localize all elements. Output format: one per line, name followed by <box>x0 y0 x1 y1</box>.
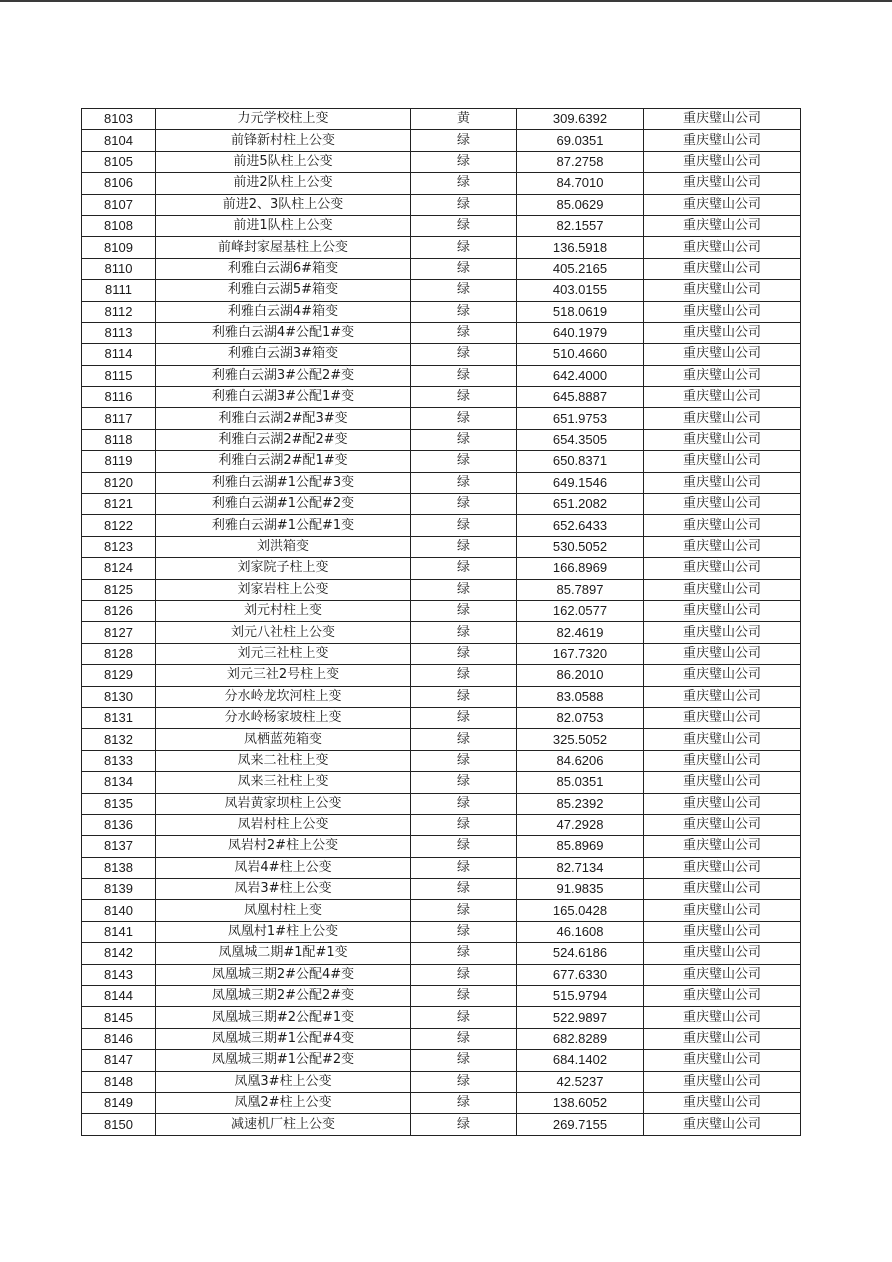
table-row <box>82 879 801 900</box>
cell-id: 8118 <box>82 429 156 450</box>
cell-name: 刘洪箱变 <box>156 536 411 557</box>
cell-value: 42.5237 <box>517 1071 644 1092</box>
cell-company: 重庆璧山公司 <box>644 173 801 194</box>
cell-value: 654.3505 <box>517 429 644 450</box>
cell-id: 8135 <box>82 793 156 814</box>
cell-status: 绿 <box>411 558 517 579</box>
cell-company: 重庆璧山公司 <box>644 237 801 258</box>
cell-status: 绿 <box>411 814 517 835</box>
cell-value: 651.9753 <box>517 408 644 429</box>
cell-status: 绿 <box>411 237 517 258</box>
cell-value: 652.6433 <box>517 515 644 536</box>
table-row <box>82 408 801 429</box>
cell-id: 8110 <box>82 258 156 279</box>
cell-id: 8148 <box>82 1071 156 1092</box>
cell-value: 85.7897 <box>517 579 644 600</box>
cell-id: 8132 <box>82 729 156 750</box>
table-row <box>82 1007 801 1028</box>
table-row <box>82 1050 801 1071</box>
cell-status: 绿 <box>411 964 517 985</box>
cell-company: 重庆璧山公司 <box>644 622 801 643</box>
cell-value: 91.9835 <box>517 879 644 900</box>
cell-value: 162.0577 <box>517 600 644 621</box>
cell-company: 重庆璧山公司 <box>644 943 801 964</box>
cell-company: 重庆璧山公司 <box>644 793 801 814</box>
cell-name: 利雅白云湖#1公配#3变 <box>156 472 411 493</box>
cell-company: 重庆璧山公司 <box>644 472 801 493</box>
cell-name: 利雅白云湖3#公配2#变 <box>156 365 411 386</box>
cell-company: 重庆璧山公司 <box>644 301 801 322</box>
cell-id: 8128 <box>82 643 156 664</box>
cell-company: 重庆璧山公司 <box>644 814 801 835</box>
table-row <box>82 622 801 643</box>
cell-company: 重庆璧山公司 <box>644 836 801 857</box>
cell-status: 绿 <box>411 643 517 664</box>
cell-id: 8138 <box>82 857 156 878</box>
cell-company: 重庆璧山公司 <box>644 686 801 707</box>
cell-name: 凤凰2#柱上公变 <box>156 1092 411 1113</box>
cell-id: 8104 <box>82 130 156 151</box>
cell-status: 绿 <box>411 665 517 686</box>
cell-value: 518.0619 <box>517 301 644 322</box>
table-row <box>82 921 801 942</box>
table-row <box>82 643 801 664</box>
table-row <box>82 600 801 621</box>
cell-company: 重庆璧山公司 <box>644 579 801 600</box>
cell-name: 刘家院子柱上变 <box>156 558 411 579</box>
cell-company: 重庆璧山公司 <box>644 322 801 343</box>
table-row <box>82 130 801 151</box>
cell-company: 重庆璧山公司 <box>644 280 801 301</box>
cell-value: 524.6186 <box>517 943 644 964</box>
table-row <box>82 280 801 301</box>
cell-name: 刘元三社柱上变 <box>156 643 411 664</box>
table-row <box>82 1092 801 1113</box>
cell-status: 绿 <box>411 258 517 279</box>
table-row <box>82 365 801 386</box>
cell-status: 绿 <box>411 1028 517 1049</box>
table-row <box>82 1114 801 1135</box>
cell-value: 405.2165 <box>517 258 644 279</box>
cell-name: 前进1队柱上公变 <box>156 215 411 236</box>
table-row <box>82 344 801 365</box>
cell-id: 8147 <box>82 1050 156 1071</box>
cell-id: 8105 <box>82 151 156 172</box>
cell-company: 重庆璧山公司 <box>644 665 801 686</box>
cell-name: 凤凰城三期2#公配2#变 <box>156 986 411 1007</box>
cell-company: 重庆璧山公司 <box>644 194 801 215</box>
cell-name: 凤凰3#柱上公变 <box>156 1071 411 1092</box>
cell-name: 凤凰城三期#2公配#1变 <box>156 1007 411 1028</box>
cell-company: 重庆璧山公司 <box>644 130 801 151</box>
cell-status: 绿 <box>411 921 517 942</box>
cell-value: 136.5918 <box>517 237 644 258</box>
cell-name: 刘元八社柱上公变 <box>156 622 411 643</box>
cell-status: 绿 <box>411 173 517 194</box>
cell-value: 82.4619 <box>517 622 644 643</box>
cell-company: 重庆璧山公司 <box>644 1071 801 1092</box>
cell-id: 8120 <box>82 472 156 493</box>
cell-status: 绿 <box>411 622 517 643</box>
cell-id: 8130 <box>82 686 156 707</box>
cell-name: 凤凰村柱上变 <box>156 900 411 921</box>
cell-value: 403.0155 <box>517 280 644 301</box>
cell-name: 凤来三社柱上变 <box>156 772 411 793</box>
cell-id: 8142 <box>82 943 156 964</box>
cell-value: 85.0629 <box>517 194 644 215</box>
table-row <box>82 707 801 728</box>
cell-name: 前进2、3队柱上公变 <box>156 194 411 215</box>
cell-name: 前峰封家屋基柱上公变 <box>156 237 411 258</box>
cell-name: 刘家岩柱上公变 <box>156 579 411 600</box>
cell-id: 8121 <box>82 494 156 515</box>
cell-name: 凤岩村柱上公变 <box>156 814 411 835</box>
cell-company: 重庆璧山公司 <box>644 365 801 386</box>
cell-value: 651.2082 <box>517 494 644 515</box>
cell-company: 重庆璧山公司 <box>644 1050 801 1071</box>
cell-status: 绿 <box>411 600 517 621</box>
cell-value: 684.1402 <box>517 1050 644 1071</box>
cell-status: 绿 <box>411 857 517 878</box>
cell-status: 绿 <box>411 408 517 429</box>
cell-id: 8143 <box>82 964 156 985</box>
cell-name: 凤栖蓝苑箱变 <box>156 729 411 750</box>
cell-company: 重庆璧山公司 <box>644 900 801 921</box>
table-row <box>82 793 801 814</box>
cell-company: 重庆璧山公司 <box>644 429 801 450</box>
cell-value: 84.6206 <box>517 750 644 771</box>
cell-id: 8146 <box>82 1028 156 1049</box>
cell-company: 重庆璧山公司 <box>644 772 801 793</box>
cell-name: 凤岩村2#柱上公变 <box>156 836 411 857</box>
cell-status: 绿 <box>411 280 517 301</box>
table-row <box>82 986 801 1007</box>
cell-value: 515.9794 <box>517 986 644 1007</box>
table-row <box>82 237 801 258</box>
cell-value: 82.1557 <box>517 215 644 236</box>
cell-name: 凤凰村1#柱上公变 <box>156 921 411 942</box>
cell-id: 8117 <box>82 408 156 429</box>
table-row <box>82 857 801 878</box>
cell-id: 8144 <box>82 986 156 1007</box>
cell-status: 绿 <box>411 344 517 365</box>
cell-status: 绿 <box>411 301 517 322</box>
cell-name: 凤岩4#柱上公变 <box>156 857 411 878</box>
cell-name: 凤凰城三期#1公配#4变 <box>156 1028 411 1049</box>
cell-name: 凤岩黄家坝柱上公变 <box>156 793 411 814</box>
cell-value: 642.4000 <box>517 365 644 386</box>
cell-name: 利雅白云湖2#配3#变 <box>156 408 411 429</box>
cell-status: 绿 <box>411 1050 517 1071</box>
cell-id: 8115 <box>82 365 156 386</box>
cell-status: 绿 <box>411 1092 517 1113</box>
cell-id: 8123 <box>82 536 156 557</box>
table-row <box>82 429 801 450</box>
table-row <box>82 109 801 130</box>
cell-company: 重庆璧山公司 <box>644 387 801 408</box>
cell-company: 重庆璧山公司 <box>644 750 801 771</box>
cell-company: 重庆璧山公司 <box>644 215 801 236</box>
cell-company: 重庆璧山公司 <box>644 1028 801 1049</box>
cell-company: 重庆璧山公司 <box>644 1007 801 1028</box>
cell-status: 绿 <box>411 986 517 1007</box>
cell-id: 8127 <box>82 622 156 643</box>
cell-value: 69.0351 <box>517 130 644 151</box>
cell-id: 8103 <box>82 109 156 130</box>
table-row <box>82 515 801 536</box>
cell-name: 前锋新村柱上公变 <box>156 130 411 151</box>
cell-status: 绿 <box>411 772 517 793</box>
cell-value: 46.1608 <box>517 921 644 942</box>
cell-name: 利雅白云湖5#箱变 <box>156 280 411 301</box>
cell-value: 167.7320 <box>517 643 644 664</box>
cell-status: 绿 <box>411 365 517 386</box>
cell-company: 重庆璧山公司 <box>644 729 801 750</box>
cell-value: 87.2758 <box>517 151 644 172</box>
table-row <box>82 301 801 322</box>
cell-status: 绿 <box>411 429 517 450</box>
cell-value: 83.0588 <box>517 686 644 707</box>
cell-id: 8149 <box>82 1092 156 1113</box>
table-row <box>82 750 801 771</box>
table-row <box>82 215 801 236</box>
table-row <box>82 258 801 279</box>
cell-status: 绿 <box>411 215 517 236</box>
cell-id: 8111 <box>82 280 156 301</box>
table-row <box>82 814 801 835</box>
cell-company: 重庆璧山公司 <box>644 921 801 942</box>
table-row <box>82 1028 801 1049</box>
table-row <box>82 686 801 707</box>
cell-name: 利雅白云湖2#配2#变 <box>156 429 411 450</box>
cell-company: 重庆璧山公司 <box>644 151 801 172</box>
cell-id: 8139 <box>82 879 156 900</box>
cell-value: 82.0753 <box>517 707 644 728</box>
cell-value: 640.1979 <box>517 322 644 343</box>
cell-value: 325.5052 <box>517 729 644 750</box>
table-body <box>82 109 801 1136</box>
cell-id: 8113 <box>82 322 156 343</box>
table-row <box>82 472 801 493</box>
cell-company: 重庆璧山公司 <box>644 258 801 279</box>
table-row <box>82 900 801 921</box>
cell-value: 677.6330 <box>517 964 644 985</box>
cell-company: 重庆璧山公司 <box>644 879 801 900</box>
cell-status: 绿 <box>411 579 517 600</box>
cell-company: 重庆璧山公司 <box>644 109 801 130</box>
cell-status: 绿 <box>411 130 517 151</box>
table-row <box>82 665 801 686</box>
cell-status: 绿 <box>411 451 517 472</box>
table-row <box>82 494 801 515</box>
cell-company: 重庆璧山公司 <box>644 515 801 536</box>
cell-status: 绿 <box>411 472 517 493</box>
cell-company: 重庆璧山公司 <box>644 494 801 515</box>
cell-name: 利雅白云湖3#公配1#变 <box>156 387 411 408</box>
cell-status: 绿 <box>411 750 517 771</box>
cell-company: 重庆璧山公司 <box>644 408 801 429</box>
cell-company: 重庆璧山公司 <box>644 1114 801 1135</box>
cell-id: 8145 <box>82 1007 156 1028</box>
cell-value: 269.7155 <box>517 1114 644 1135</box>
cell-name: 减速机厂柱上公变 <box>156 1114 411 1135</box>
cell-name: 凤凰城三期2#公配4#变 <box>156 964 411 985</box>
cell-name: 分水岭龙坎河柱上变 <box>156 686 411 707</box>
cell-name: 利雅白云湖#1公配#2变 <box>156 494 411 515</box>
table-row <box>82 151 801 172</box>
table-row <box>82 1071 801 1092</box>
cell-company: 重庆璧山公司 <box>644 857 801 878</box>
cell-name: 凤岩3#柱上公变 <box>156 879 411 900</box>
cell-id: 8112 <box>82 301 156 322</box>
cell-name: 利雅白云湖#1公配#1变 <box>156 515 411 536</box>
cell-name: 利雅白云湖2#配1#变 <box>156 451 411 472</box>
table-row <box>82 772 801 793</box>
cell-value: 47.2928 <box>517 814 644 835</box>
table-row <box>82 836 801 857</box>
cell-company: 重庆璧山公司 <box>644 344 801 365</box>
cell-value: 85.2392 <box>517 793 644 814</box>
cell-value: 166.8969 <box>517 558 644 579</box>
cell-value: 84.7010 <box>517 173 644 194</box>
cell-id: 8137 <box>82 836 156 857</box>
cell-company: 重庆璧山公司 <box>644 707 801 728</box>
cell-id: 8108 <box>82 215 156 236</box>
cell-id: 8109 <box>82 237 156 258</box>
cell-id: 8106 <box>82 173 156 194</box>
cell-name: 力元学校柱上变 <box>156 109 411 130</box>
cell-id: 8134 <box>82 772 156 793</box>
table-row <box>82 729 801 750</box>
cell-id: 8129 <box>82 665 156 686</box>
cell-status: 绿 <box>411 194 517 215</box>
cell-name: 分水岭杨家坡柱上变 <box>156 707 411 728</box>
cell-name: 前进2队柱上公变 <box>156 173 411 194</box>
cell-status: 绿 <box>411 1114 517 1135</box>
cell-status: 绿 <box>411 322 517 343</box>
table-row <box>82 451 801 472</box>
cell-value: 165.0428 <box>517 900 644 921</box>
cell-status: 绿 <box>411 879 517 900</box>
cell-name: 利雅白云湖4#公配1#变 <box>156 322 411 343</box>
cell-value: 85.8969 <box>517 836 644 857</box>
cell-id: 8119 <box>82 451 156 472</box>
cell-status: 绿 <box>411 729 517 750</box>
cell-company: 重庆璧山公司 <box>644 643 801 664</box>
cell-id: 8136 <box>82 814 156 835</box>
table-row <box>82 194 801 215</box>
cell-status: 绿 <box>411 151 517 172</box>
cell-id: 8107 <box>82 194 156 215</box>
cell-status: 绿 <box>411 793 517 814</box>
cell-value: 82.7134 <box>517 857 644 878</box>
cell-name: 利雅白云湖4#箱变 <box>156 301 411 322</box>
cell-name: 凤凰城二期#1配#1变 <box>156 943 411 964</box>
cell-value: 682.8289 <box>517 1028 644 1049</box>
table-row <box>82 387 801 408</box>
cell-id: 8140 <box>82 900 156 921</box>
cell-id: 8126 <box>82 600 156 621</box>
cell-id: 8141 <box>82 921 156 942</box>
cell-company: 重庆璧山公司 <box>644 536 801 557</box>
table-row <box>82 964 801 985</box>
cell-name: 凤凰城三期#1公配#2变 <box>156 1050 411 1071</box>
cell-company: 重庆璧山公司 <box>644 558 801 579</box>
cell-company: 重庆璧山公司 <box>644 964 801 985</box>
table-row <box>82 173 801 194</box>
cell-id: 8116 <box>82 387 156 408</box>
data-table <box>81 108 801 1136</box>
page-top-rule <box>0 0 892 2</box>
cell-value: 650.8371 <box>517 451 644 472</box>
cell-status: 绿 <box>411 1071 517 1092</box>
cell-value: 309.6392 <box>517 109 644 130</box>
cell-id: 8131 <box>82 707 156 728</box>
cell-id: 8150 <box>82 1114 156 1135</box>
cell-value: 530.5052 <box>517 536 644 557</box>
cell-status: 绿 <box>411 707 517 728</box>
cell-name: 利雅白云湖6#箱变 <box>156 258 411 279</box>
cell-name: 利雅白云湖3#箱变 <box>156 344 411 365</box>
cell-value: 522.9897 <box>517 1007 644 1028</box>
cell-status: 绿 <box>411 515 517 536</box>
cell-status: 黄 <box>411 109 517 130</box>
cell-value: 85.0351 <box>517 772 644 793</box>
cell-name: 凤来二社柱上变 <box>156 750 411 771</box>
cell-status: 绿 <box>411 900 517 921</box>
cell-value: 649.1546 <box>517 472 644 493</box>
cell-status: 绿 <box>411 494 517 515</box>
cell-status: 绿 <box>411 536 517 557</box>
cell-status: 绿 <box>411 943 517 964</box>
cell-status: 绿 <box>411 686 517 707</box>
table-row <box>82 322 801 343</box>
table-row <box>82 536 801 557</box>
cell-id: 8125 <box>82 579 156 600</box>
cell-company: 重庆璧山公司 <box>644 1092 801 1113</box>
cell-status: 绿 <box>411 387 517 408</box>
cell-company: 重庆璧山公司 <box>644 451 801 472</box>
cell-value: 645.8887 <box>517 387 644 408</box>
cell-value: 510.4660 <box>517 344 644 365</box>
cell-id: 8133 <box>82 750 156 771</box>
cell-value: 138.6052 <box>517 1092 644 1113</box>
cell-status: 绿 <box>411 836 517 857</box>
cell-value: 86.2010 <box>517 665 644 686</box>
cell-id: 8122 <box>82 515 156 536</box>
table-row <box>82 943 801 964</box>
cell-company: 重庆璧山公司 <box>644 986 801 1007</box>
cell-id: 8124 <box>82 558 156 579</box>
table-row <box>82 558 801 579</box>
cell-name: 前进5队柱上公变 <box>156 151 411 172</box>
table-row <box>82 579 801 600</box>
cell-company: 重庆璧山公司 <box>644 600 801 621</box>
cell-status: 绿 <box>411 1007 517 1028</box>
cell-name: 刘元三社2号柱上变 <box>156 665 411 686</box>
cell-name: 刘元村柱上变 <box>156 600 411 621</box>
cell-id: 8114 <box>82 344 156 365</box>
